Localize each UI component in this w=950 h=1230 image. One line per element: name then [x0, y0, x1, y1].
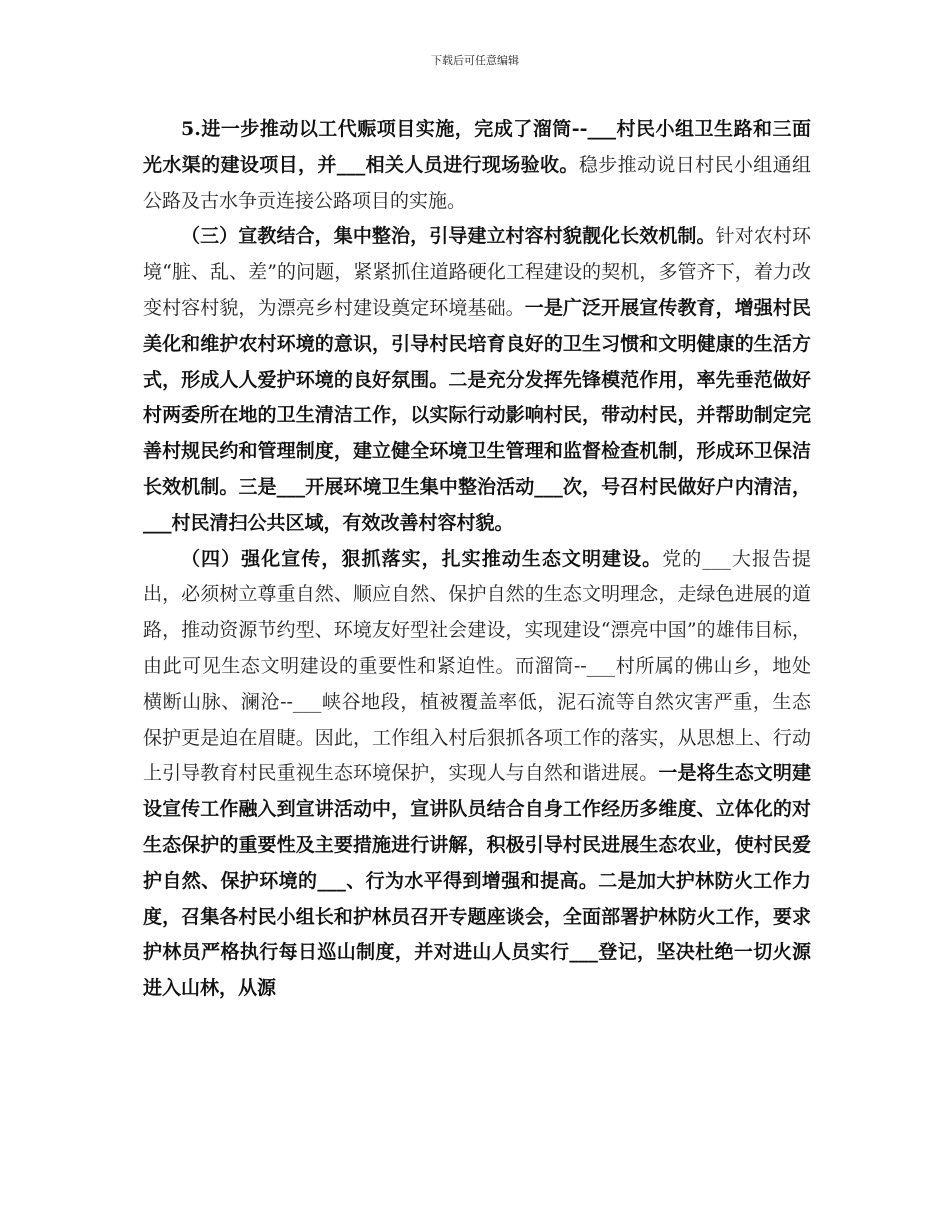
paragraph-bold-text: 5.进一步推动以工代赈项目实施，完成了溜筒--___村民小组卫生路和三面光水渠的建设项目，并___相关人员进行现场验收。 [143, 118, 811, 176]
paragraph-normal-text: 针对农村环境“脏、乱、差”的问题，紧紧抓住道路硬化工程建设的契机，多管齐下，着力改变村容村貌，为漂亮乡村建设奠定环境基础。 [143, 225, 811, 319]
paragraph-section-four [143, 542, 811, 1007]
paragraph-bold-text: 一是将生态文明建设宣传工作融入到宣讲活动中，宣讲队员结合自身工作经历多维度、立体化的对生态保护的重要性及主要措施进行讲解，积极引导村民进展生态农业，使村民爱护自然、保护环境的___、行为水平得到增强和提高。二是加大护林防火工作力度，召集各村民小组长和护林员召开专题座谈会，全面部署护林防火工作，要求护林员严格执行每日巡山制度，并对进山人员实行___登记，坚决杜绝一切火源进入山林，从源 [143, 762, 811, 1000]
document-body [143, 112, 811, 1007]
paragraph-section-three [143, 219, 811, 541]
section-heading: （三）宣教结合，集中整治，引导建立村容村貌靓化长效机制。 [181, 225, 716, 248]
paragraph-project [143, 112, 811, 219]
page-header: 下载后可任意编辑 [431, 54, 519, 67]
paragraph-normal-text: 稳步推动说日村民小组通组公路及古水争贡连接公路项目的实施。 [143, 153, 811, 212]
paragraph-bold-text: 一是广泛开展宣传教育，增强村民美化和维护农村环境的意识，引导村民培育良好的卫生习惯和文明健康的生活方式，形成人人爱护环境的良好氛围。二是充分发挥先锋模范作用，率先垂范做好村两委所在地的卫生清洁工作，以实际行动影响村民，带动村民，并帮助制定完善村规民约和管理制度，建立健全环境卫生管理和监督检查机制，形成环卫保洁长效机制。三是___开展环境卫生集中整治活动___次，号召村民做好户内清洁，___村民清扫公共区域，有效改善村容村貌。 [143, 296, 811, 534]
section-heading: （四）强化宣传，狠抓落实，扎实推动生态文明建设。 [181, 547, 663, 570]
paragraph-normal-text: 党的___大报告提出，必须树立尊重自然、顺应自然、保护自然的生态文明理念，走绿色进展的道路，推动资源节约型、环境友好型社会建设，实现建设“漂亮中国”的雄伟目标，由此可见生态文明建设的重要性和紧迫性。而溜筒--___村所属的佛山乡，地处横断山脉、澜沧--___峡谷地段，植被覆盖率低，泥石流等自然灾害严重，生态保护更是迫在眉睫。因此，工作组入村后狠抓各项工作的落实，从思想上、行动上引导教育村民重视生态环境保护，实现人与自然和谐进展。 [143, 547, 811, 785]
